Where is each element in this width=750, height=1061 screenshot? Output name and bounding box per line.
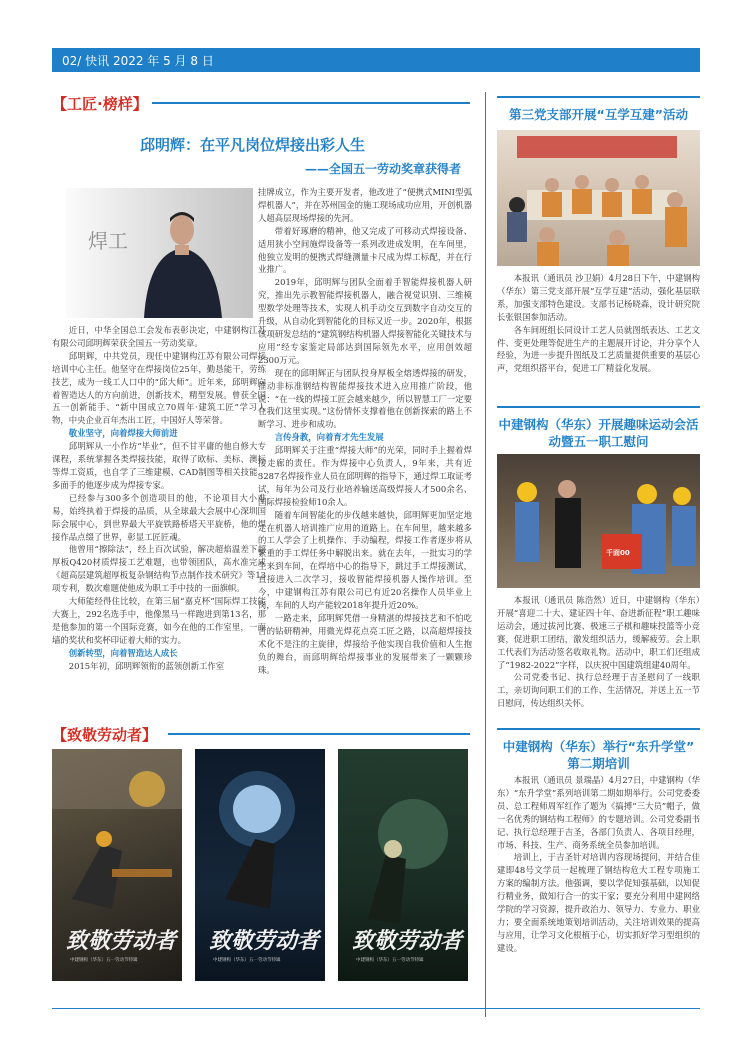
poster-subtitle: 中建钢构（华东）五一劳动节特辑	[356, 958, 424, 963]
right-article-title	[497, 738, 700, 772]
paragraph: 2015年初，邱明辉领衔的蓝领创新工作室	[68, 660, 225, 671]
paragraph: 培训上，于吉圣针对培训内容现场提问，并结合佳建即48号文学员一起梳理了钢结构危大工程专项施工方案的编制方法。他强调，要以学促知强基础，以知促行精业务，做知行合一的实干家；要充分利用中建网络学院的学习资源，提升政治力、领导力、专业力、职业力；要全面系统地策划培训活动，关注培训效果的提高与应用，让学习文化根植于心，切实抓好学习型组织的建设。	[497, 852, 700, 953]
paragraph: 带着好琢磨的精神，他又完成了可移动式焊接设备、适用狭小空间施焊设备等一系列改进成发明，在车间里，他独立发明的便携式焊缝测量卡尺成为焊工标配，并在行业推广。	[258, 225, 472, 275]
calligraphy-mark: 焊工	[88, 229, 128, 253]
article-middle-column	[258, 186, 472, 676]
poster-title: 致敬劳动者	[66, 929, 177, 954]
paragraph: 公司党委书记、执行总经理于吉圣慰问了一线职工，亲切询问职工们的工作、生活情况，并送上五一节日慰问，传达组织关怀。	[497, 672, 700, 709]
paragraph: 大师能经得住比较，在第三届“嘉克杯”国际焊工技能大赛上，292名选手中，他像黑马一样跑进到第13名，那是他参加的第一个国际竞赛，如今在他的工作室里，一面墙的奖状和奖杯印证着大师的实力。	[52, 596, 266, 645]
paragraph: 现在的邱明辉正与团队投身厚板全熔透焊接的研发，推动非标准钢结构智能焊接技术进入应用推广阶段，他说：“在一线的焊接工匠会越来越少，所以智慧工厂一定要在我们这里实现。”这份情怀支撑着他在创新探索的路上不断学习、进步和成功。	[258, 367, 472, 430]
title-line: 中建钢构（华东）举行“东升学堂”	[502, 739, 695, 754]
right-divider	[497, 406, 700, 408]
paragraph: 近日，中华全国总工会发布表彰决定，中建钢构江苏有限公司邱明辉荣获全国五一劳动奖章。	[52, 325, 266, 348]
paragraph: 本报讯（通讯员 景瑞晶）4月27日，中建钢构（华东）“东升学堂”系列培训第二期如期举行。公司党委委员、总工程师周军红作了题为《搞搏“三大员”帽子，做一名优秀的钢结构工程师》的专题培训。公司党委副书记、执行总经理于吉圣，各部门负责人、各项目经理，市场、科技、生产、商务系统全员参加培训。	[497, 775, 700, 850]
meeting-photo	[497, 130, 700, 266]
subheading: 创新转型，向着智造达人成长	[68, 647, 178, 658]
right-article-title: 第三党支部开展“互学互建”活动	[509, 107, 688, 122]
section-label-labor: 【致敬劳动者】	[52, 726, 158, 744]
paragraph: 他曾用“擦除法”，经上百次试验，解决超焰温差下超厚板Q420材质焊接工艺难题，也带领团队，高水准完成《超高层建筑超厚板复杂钢结构节点制作技术研究》等13项专利，数次难题使他成为职工手中技的一面旗帜。	[52, 544, 266, 594]
paragraph: 本报讯（通讯员 陈浩然）近日，中建钢构（华东）开展“喜迎二十大、建证四十年、奋进新征程”职工趣味运动会，通过拔河比赛、极速三子棋和趣味投篮等小竞赛，促进职工团结，激发组织活力，缓解疲劳。会上职工代表们为活动签名收取礼物。活动中，职工们还组成了“1982-2022”字样，以庆祝中国建筑组建40周年。	[497, 595, 700, 670]
title-line: 中建钢构（华东）开展趣味运动会活	[498, 417, 699, 432]
article-title: 邱明辉：在平凡岗位焊接出彩人生	[140, 136, 366, 154]
article-subtitle: ——全国五一劳动奖章获得者	[305, 162, 462, 176]
poster-2	[195, 749, 325, 981]
paragraph: 本报讯（通讯员 沙卫娟）4月28日下午，中建钢构（华东）第三党支部开展“互学互建”活动，强化基层联系，加强支部特色建设。支部书记杨晓森，设计研究院长张银国参加活动。	[497, 273, 700, 322]
section-divider	[152, 102, 470, 104]
right-article-body	[497, 594, 700, 710]
footer-line	[52, 1008, 700, 1009]
poster-1	[52, 749, 182, 981]
title-line: 动暨五一职工慰问	[548, 434, 649, 449]
paragraph: 2019年，邱明辉与团队全面着手智能焊接机器人研究，推出先示教智能焊接机器人，融合视觉识别、三维模型数学处理等技术，实现人机手动交互到数字自动交互的升级，从自动化到智能化的目标又近一步。2020年，根据该项研发总结的“建筑钢结构机器人焊接智能化关键技术与应用”经专家鉴定局部达到国际领先水平，应用创效超2300万元。	[258, 277, 472, 365]
column-divider	[485, 92, 486, 1017]
event-photo	[497, 454, 700, 588]
poster-subtitle: 中建钢构（华东）五一劳动节特辑	[70, 958, 138, 963]
right-article-body	[497, 272, 700, 375]
poster-3	[338, 749, 468, 981]
paragraph: 各车间班组长同设计工艺人员就图纸表达、工艺文件、变更处理等促进生产的主题展开讨论，并分享个人经验，为进一步提升图纸及工艺质量提供重要的基层心声，党组织搭平台，促进工厂精益化发展。	[497, 324, 700, 374]
right-article-body	[497, 774, 700, 955]
portrait-photo	[66, 188, 253, 318]
subheading: 敬业坚守，向着焊接大师前进	[68, 428, 178, 439]
paragraph: 一路走来，邱明辉凭借一身精湛的焊接技艺和不怕吃苦的钻研精神，用微光焊花点亮工匠之路，以高超焊接技术化不是注的主旋律，焊接给予他实现自我价值和人生抱负的舞台，而邱明辉给焊接事业的发展带来了一颗颗珍珠。	[258, 612, 472, 675]
section-divider	[168, 733, 470, 735]
paragraph: 邱明辉从一小作坊“毕业”，但不甘平庸的他自修大专课程，系统掌握各类焊接技能，取得了欧标、美标、澳标等焊工资质，也自学了三维建模、CAD制图等相关技能，多面手的他逐步成为焊接专家。	[52, 441, 266, 490]
gift-box-label: 千面00	[606, 549, 630, 557]
paragraph: 已经参与300多个创造项目的他，不论项目大小难易，始终执着于焊接的品质，从全球最大会展中心深圳国际会展中心，到世界最大平旋铁路桥塔天平旋桥，他的焊接作品点缀了世界，彰显工匠匠魂。	[52, 492, 266, 542]
subheading: 言传身教，向着育才先生发展	[274, 432, 384, 443]
poster-subtitle: 中建钢构（华东）五一劳动节特辑	[213, 958, 281, 963]
paragraph: 邱明辉关于注重“焊接大师”的光荣，同时手上握着焊接走廊的责任。作为焊接中心负责人，9年来，共有近3287名焊接作业人员在邱明辉的指导下，通过焊工取证考试，每年为公司及行业培养输送高级焊接人才500余名、国际焊接检验师10余人。	[258, 445, 472, 507]
right-divider	[497, 96, 700, 98]
article-left-column	[52, 324, 266, 672]
paragraph: 邱明辉，中共党员，现任中建钢构江苏有限公司焊接培训中心主任。他坚守在焊接岗位25年，勤恳能干，劳练技艺，成为一线工人口中的“邱大师”。近年来，邱明辉向着智造达人的方向前进，创新技术，精型发展。曾获全国五一创新能手、“新中国成立70周年·建筑工匠”学习人物，中央企业百年杰出工匠，中国好人等荣誉。	[52, 350, 266, 426]
right-divider	[497, 728, 700, 730]
page-header-bar	[52, 48, 700, 72]
right-article-title	[497, 416, 700, 450]
paragraph: 随着车间智能化的步伐越来越快，邱明辉更加坚定地走在机器人培训推广应用的道路上。在车间里，越来越多的工人学会了上机操作、手动编程，焊接工作者逐步将从繁重的手工焊任务中解脱出来。就在去年，一批实习的学生来到车间，在焊培中心的指导下，跳过手工焊接测试，直接进入二次学习，接收智能焊接机器人操作培训。至今，中建钢构江苏有限公司已有近20名操作人员毕业上岗，车间的人均产能较2018年提升近20%。	[258, 509, 472, 610]
poster-title: 致敬劳动者	[352, 929, 463, 954]
paragraph: 挂牌成立，作为主要开发者，他改进了“便携式MINI型弧焊机器人”，并在苏州国金的施工现场成功应用，开创机器人超高层现场焊接的先河。	[258, 187, 472, 223]
page-info: 02/ 快讯 2022 年 5 月 8 日	[62, 54, 214, 68]
section-label-craftsman: 【工匠·榜样】	[52, 95, 148, 113]
poster-title: 致敬劳动者	[209, 929, 320, 954]
title-line: 第二期培训	[567, 756, 630, 771]
